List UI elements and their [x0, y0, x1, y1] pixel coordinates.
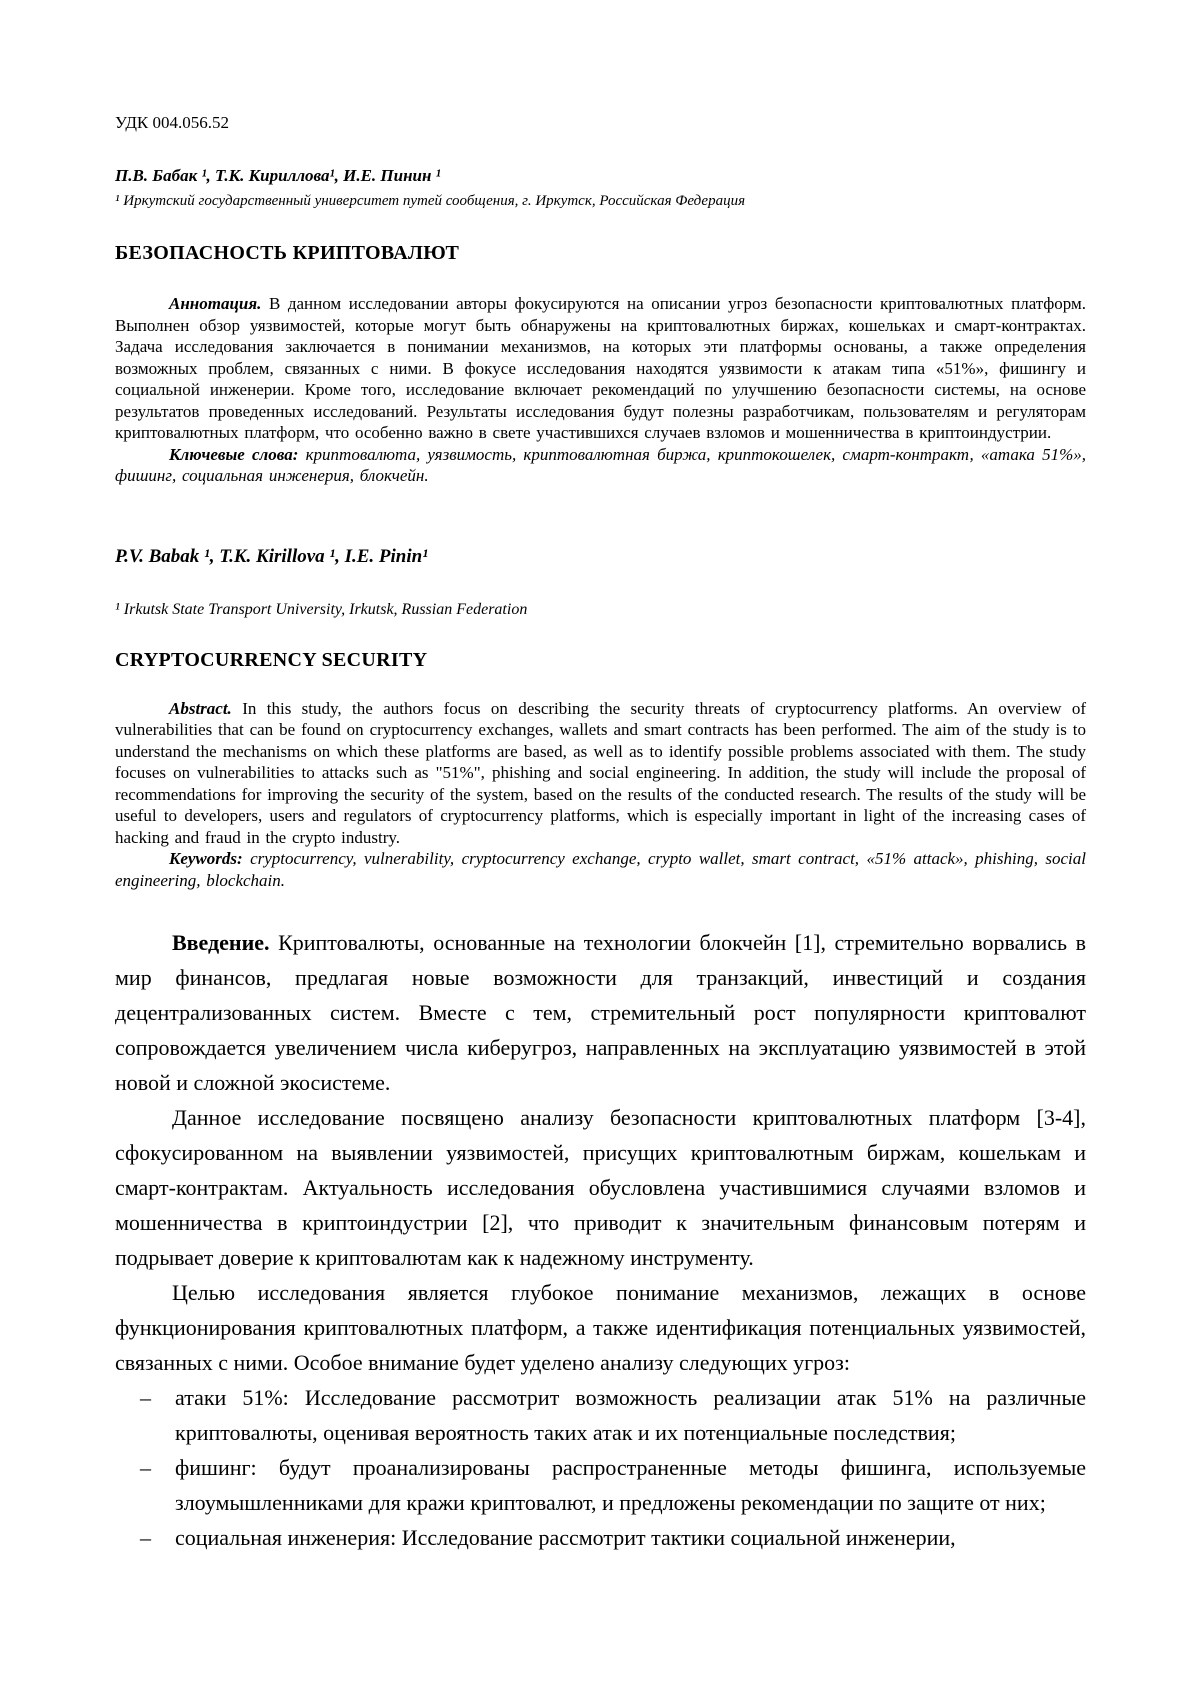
- dash-bullet-marker: –: [140, 1455, 151, 1480]
- list-item-text: атаки 51%: Исследование рассмотрит возможность реализации атак 51% на различные криптовалюты, оценивая вероятность таких атак и их потенциальные последствия;: [175, 1385, 1086, 1445]
- affiliation-english: ¹ Irkutsk State Transport University, Irkutsk, Russian Federation: [115, 600, 528, 618]
- udc-code: УДК 004.056.52: [115, 113, 230, 132]
- introduction-paragraph-1-text: Криптовалюты, основанные на технологии блокчейн [1], стремительно ворвались в мир финансов, предлагая новые возможности для транзакций, инвестиций и создания децентрализованных систем. Вместе с тем, стремительный рост популярности криптовалют сопровождается увеличением числа киберугроз, направленных на эксплуатацию уязвимостей в этой новой и сложной экосистеме.: [115, 930, 1086, 1095]
- keywords-label-english: Keywords:: [169, 849, 243, 868]
- abstract-english: [115, 698, 1086, 849]
- keywords-russian: [115, 444, 1086, 487]
- abstract-label-russian: Аннотация.: [169, 294, 262, 313]
- abstract-text-english: In this study, the authors focus on describing the security threats of cryptocurrency platforms. An overview of vulnerabilities that can be found on cryptocurrency exchanges, wallets and smart contracts has been performed. The aim of the study is to understand the mechanisms on which these platforms are based, as well as to identify possible problems associated with them. The study focuses on vulnerabilities to attacks such as "51%", phishing and social engineering. In addition, the study will include the proposal of recommendations for improving the security of the system, based on the results of the conducted research. The results of the study will be useful to developers, users and regulators of cryptocurrency platforms, which is especially important in light of the increasing cases of hacking and fraud in the crypto industry.: [115, 698, 1087, 847]
- article-title-english: CRYPTOCURRENCY SECURITY: [115, 648, 428, 671]
- authors-line-russian: П.В. Бабак ¹, Т.К. Кириллова¹, И.Е. Пинин ¹: [115, 166, 441, 185]
- authors-line-english: P.V. Babak ¹, T.K. Kirillova ¹, I.E. Pinin¹: [115, 545, 428, 567]
- dash-bullet-marker: –: [140, 1525, 151, 1550]
- introduction-paragraph-1: [115, 925, 1086, 1100]
- list-item-text: социальная инженерия: Исследование рассмотрит тактики социальной инженерии,: [175, 1525, 956, 1550]
- article-title-russian: БЕЗОПАСНОСТЬ КРИПТОВАЛЮТ: [115, 242, 460, 264]
- dash-bullet-marker: –: [140, 1385, 151, 1410]
- abstract-text-russian: В данном исследовании авторы фокусируются на описании угроз безопасности криптовалютных платформ. Выполнен обзор уязвимостей, которые могут быть обнаружены на криптовалютных биржах, кошельках и смарт-контрактах. Задача исследования заключается в понимании механизмов, на которых эти платформы основаны, а также определения возможных проблем, связанных с ними. В фокусе исследования находятся уязвимости к атакам типа «51%», фишингу и социальной инженерии. Кроме того, исследование включает рекомендаций по улучшению безопасности системы, на основе результатов проведенных исследований. Результаты исследования будут полезны разработчикам, пользователям и регуляторам криптовалютных платформ, что особенно важно в свете участившихся случаев взломов и мошенничества в криптоиндустрии.: [115, 294, 1086, 442]
- introduction-paragraph-3: Целью исследования является глубокое понимание механизмов, лежащих в основе функционирования криптовалютных платформ, а также идентификация потенциальных уязвимостей, связанных с ними. Особое внимание будет уделено анализу следующих угроз:: [115, 1280, 1086, 1375]
- list-item-text: фишинг: будут проанализированы распространенные методы фишинга, используемые злоумышленниками для кражи криптовалют, и предложены рекомендации по защите от них;: [175, 1455, 1086, 1515]
- english-section: [115, 545, 1086, 892]
- keywords-english: [115, 848, 1086, 891]
- abstract-russian: [115, 293, 1086, 444]
- threats-bullet-list: [140, 1380, 1086, 1555]
- affiliation-russian: ¹ Иркутский государственный университет путей сообщения, г. Иркутск, Российская Федерация: [115, 193, 746, 209]
- keywords-label-russian: Ключевые слова:: [169, 444, 299, 464]
- keywords-text-english: cryptocurrency, vulnerability, cryptocurrency exchange, crypto wallet, smart contract, «51% attack», phishing, social engineering, blockchain.: [115, 849, 1087, 890]
- list-item: [140, 1520, 1086, 1555]
- introduction-paragraph-2: Данное исследование посвящено анализу безопасности криптовалютных платформ [3-4], сфокусированном на выявлении уязвимостей, присущих криптовалютным биржам, кошелькам и смарт-контрактам. Актуальность исследования обусловлена участившимися случаями взломов и мошенничества в криптоиндустрии [2], что приводит к значительным финансовым потерям и подрывает доверие к криптовалютам как к надежному инструменту.: [115, 1105, 1086, 1270]
- introduction-label: Введение.: [172, 930, 270, 955]
- introduction-section: [115, 925, 1086, 1555]
- abstract-label-english: Abstract.: [169, 698, 232, 718]
- russian-section: [115, 165, 1086, 487]
- list-item: [140, 1380, 1086, 1450]
- list-item: [140, 1450, 1086, 1520]
- keywords-text-russian: криптовалюта, уязвимость, криптовалютная биржа, криптокошелек, смарт-контракт, «атака 51%», фишинг, социальная инженерия, блокчейн.: [115, 444, 1086, 485]
